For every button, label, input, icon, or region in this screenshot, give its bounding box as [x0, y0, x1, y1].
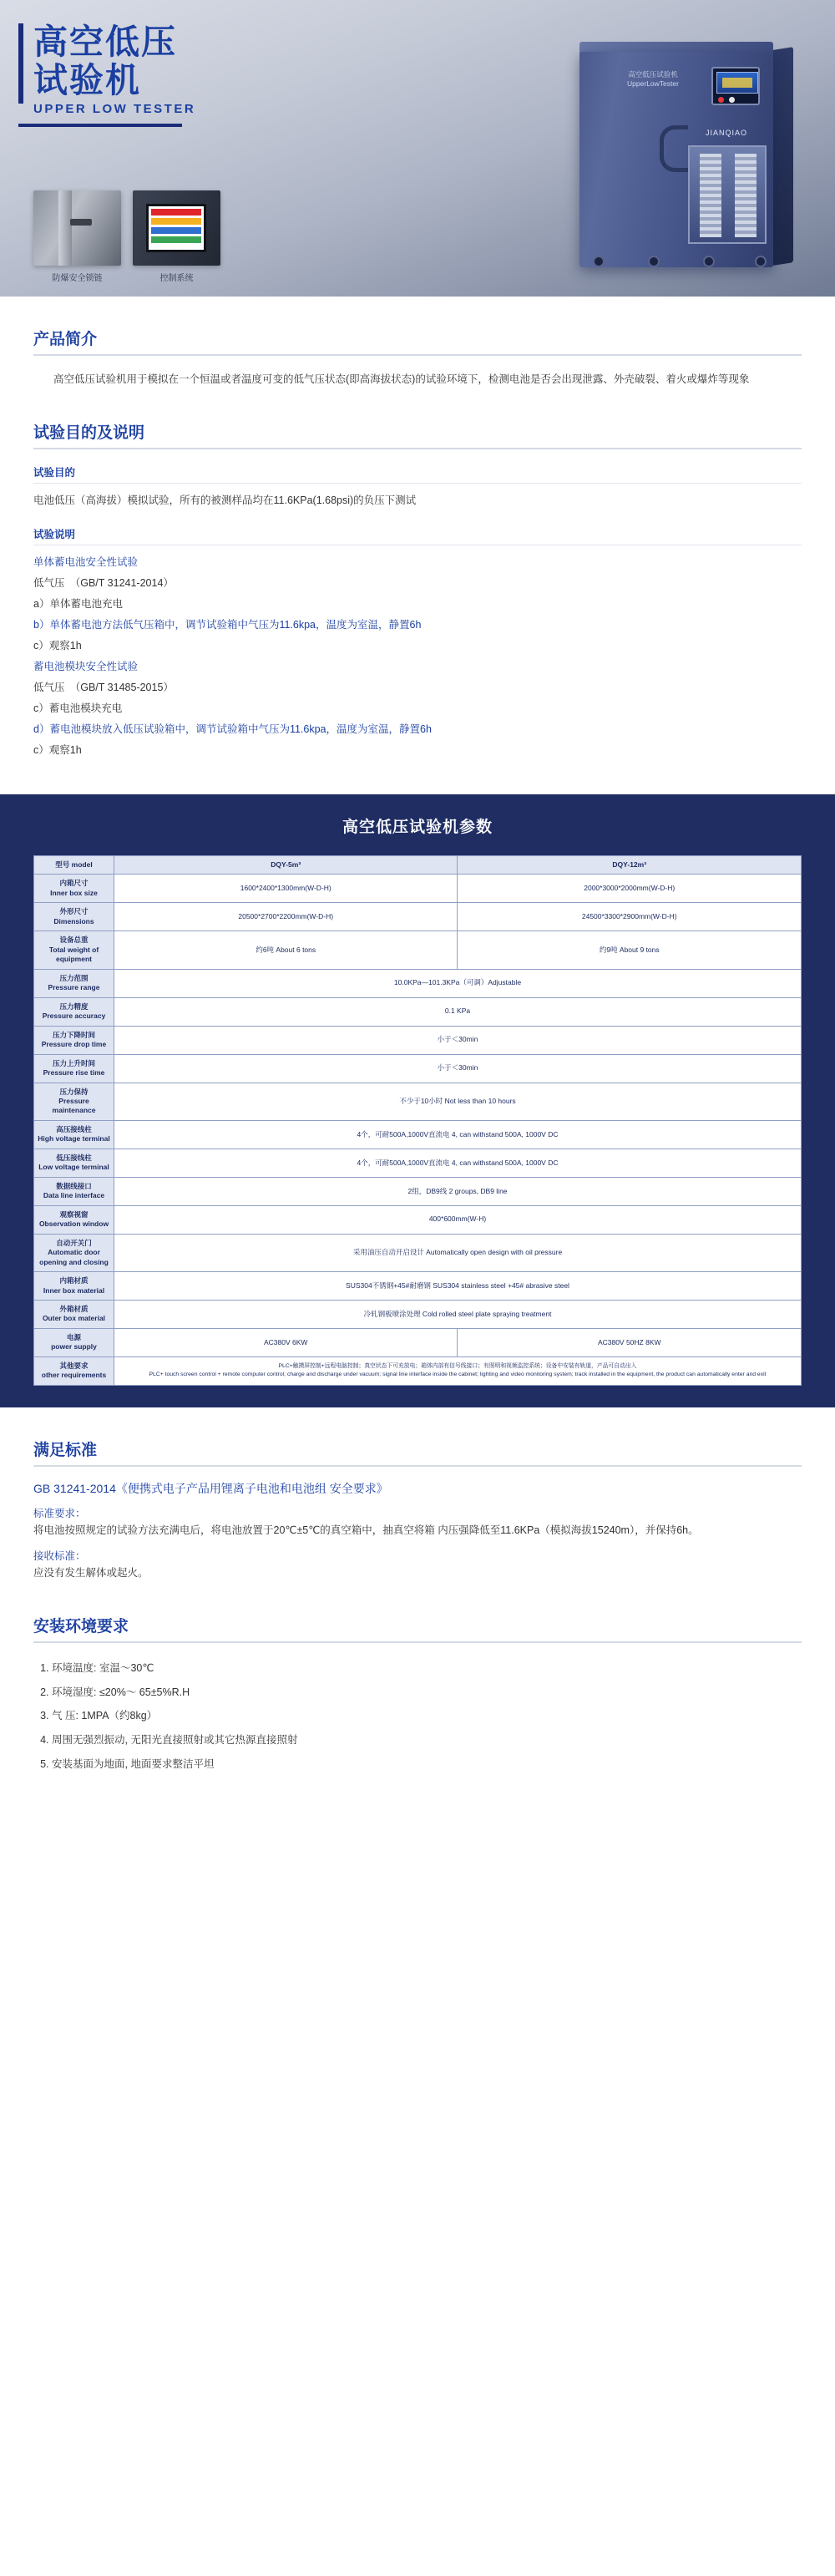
- hero-underline: [18, 124, 182, 127]
- standard-accept-body: 应没有发生解体或起火。: [33, 1566, 149, 1579]
- install-requirement-item: 5. 安装基面为地面, 地面要求整洁平坦: [52, 1752, 802, 1777]
- table-row: [34, 1149, 802, 1177]
- table-cell: 20500*2700*2200mm(W-D-H): [114, 903, 458, 931]
- purpose-item: c）观察1h: [33, 640, 82, 652]
- hero-accent-bar: [18, 23, 23, 104]
- standard-requirement-label: 标准要求：: [33, 1507, 86, 1519]
- section-intro: [0, 327, 835, 390]
- install-requirement-list: [33, 1656, 802, 1777]
- table-header-cell: DQY-5m³: [114, 856, 458, 875]
- table-row-label: 数据线接口 Data line interface: [34, 1177, 114, 1205]
- table-row: [34, 1026, 802, 1054]
- table-row: [34, 1054, 802, 1083]
- table-row-label: 其他要求 other requirements: [34, 1356, 114, 1385]
- purpose-item: c）观察1h: [33, 744, 82, 756]
- thumbnail-image-controller: [133, 190, 220, 266]
- thumbnail-caption: 防爆安全锁链: [52, 274, 103, 283]
- machine-wheel: [703, 256, 715, 267]
- purpose-sub-divider: [33, 483, 802, 484]
- purpose-item: b）单体蓄电池方法低气压箱中，调节试验箱中气压为11.6kpa，温度为室温，静置6h: [33, 619, 422, 631]
- table-cell: 400*600mm(W-H): [114, 1205, 802, 1234]
- purpose-desc-title: 试验说明: [33, 529, 76, 540]
- table-row: [34, 1177, 802, 1205]
- table-cell: 4个，可耐500A,1000V直流电 4, can withstand 500A, 1000V DC: [114, 1149, 802, 1177]
- table-cell: 4个，可耐500A,1000V直流电 4, can withstand 500A, 1000V DC: [114, 1120, 802, 1149]
- parameters-title: 高空低压试验机参数: [342, 819, 493, 836]
- machine-side: [773, 47, 793, 266]
- table-row-label: 压力精度 Pressure accuracy: [34, 997, 114, 1026]
- table-row-label: 设备总重 Total weight of equipment: [34, 931, 114, 969]
- hero-title-line1: 高空低压: [33, 23, 177, 61]
- hero-thumbnails: [33, 190, 220, 283]
- table-cell: 冷轧钢板喷涂处理 Cold rolled steel plate spraying treatment: [114, 1301, 802, 1329]
- thumbnail-item: [133, 190, 220, 283]
- thumbnail-image-lock: [33, 190, 121, 266]
- purpose-sub-body: 电池低压（高海拔）模拟试验，所有的被测样品均在11.6KPa(1.68psi)的负压下测试: [33, 494, 417, 506]
- machine-control-panel: [711, 67, 760, 105]
- purpose-item: c）蓄电池模块充电: [33, 702, 123, 714]
- table-cell: SUS304不锈钢+45#耐磨钢 SUS304 stainless steel +45# abrasive steel: [114, 1272, 802, 1301]
- table-row: [34, 997, 802, 1026]
- table-cell: 小于＜30min: [114, 1054, 802, 1083]
- machine-handle: [660, 125, 688, 172]
- table-row-label: 电源 power supply: [34, 1328, 114, 1356]
- table-row: [34, 931, 802, 969]
- intro-divider: [33, 354, 802, 356]
- purpose-item: d）蓄电池模块放入低压试验箱中，调节试验箱中气压为11.6kpa，温度为室温，静置6h: [33, 723, 432, 735]
- table-cell: 2组，DB9线 2 groups, DB9 line: [114, 1177, 802, 1205]
- controller-screen: [146, 204, 206, 252]
- parameters-table: [33, 855, 802, 1386]
- table-row: [34, 1328, 802, 1356]
- hero-subtitle: UPPER LOW TESTER: [33, 102, 196, 116]
- purpose-item: 低气压 （GB/T 31485-2015）: [33, 682, 174, 693]
- machine-label: 高空低压试验机 UpperLowTester: [627, 70, 679, 89]
- intro-body: 高空低压试验机用于模拟在一个恒温或者温度可变的低气压状态(即高海拔状态)的试验环境下，检测电池是否会出现泄露、外壳破裂、着火或爆炸等现象: [53, 373, 750, 385]
- purpose-item: 蓄电池模块安全性试验: [33, 661, 139, 672]
- table-row-label: 低压接线柱 Low voltage terminal: [34, 1149, 114, 1177]
- purpose-item: 单体蓄电池安全性试验: [33, 556, 139, 568]
- machine-buttons: [718, 97, 735, 103]
- table-row: [34, 1120, 802, 1149]
- table-row: [34, 969, 802, 997]
- table-cell: 2000*3000*2000mm(W-D-H): [458, 875, 802, 903]
- install-requirement-item: 2. 环境湿度: ≤20%～ 65±5%R.H: [52, 1681, 802, 1705]
- table-row-label: 压力保持 Pressure maintenance: [34, 1083, 114, 1120]
- purpose-item-list: [33, 552, 802, 761]
- machine-button-red: [718, 97, 724, 103]
- table-row-label: 自动开关门 Automatic door opening and closing: [34, 1234, 114, 1271]
- thumbnail-caption: 控制系统: [159, 274, 194, 283]
- table-row: [34, 1234, 802, 1271]
- install-title: 安装环境要求: [33, 1617, 129, 1635]
- machine-illustration: [561, 27, 812, 277]
- purpose-sub-title: 试验目的: [33, 467, 76, 479]
- section-standards: [0, 1438, 835, 1584]
- standard-name: GB 31241-2014《便携式电子产品用锂离子电池和电池组 安全要求》: [33, 1481, 388, 1495]
- table-row-label: 内箱尺寸 Inner box size: [34, 875, 114, 903]
- table-cell: 约9吨 About 9 tons: [458, 931, 802, 969]
- table-row: [34, 875, 802, 903]
- thumbnail-item: [33, 190, 121, 283]
- table-row-label: 内箱材质 Inner box material: [34, 1272, 114, 1301]
- install-divider: [33, 1641, 802, 1643]
- table-cell: AC380V 50HZ 8KW: [458, 1328, 802, 1356]
- hero-title: [33, 23, 177, 100]
- table-header-cell: DQY-12m³: [458, 856, 802, 875]
- section-purpose: [0, 420, 835, 761]
- machine-door-window: [688, 145, 767, 244]
- section-parameters: [0, 794, 835, 1407]
- purpose-item: 低气压 （GB/T 31241-2014）: [33, 577, 174, 589]
- table-header-cell: 型号 model: [34, 856, 114, 875]
- section-install: [0, 1614, 835, 1777]
- table-row: [34, 1301, 802, 1329]
- table-row: [34, 1356, 802, 1385]
- standard-accept-label: 接收标准：: [33, 1549, 86, 1562]
- table-row-label: 高压接线柱 High voltage terminal: [34, 1120, 114, 1149]
- table-row-label: 压力范围 Pressure range: [34, 969, 114, 997]
- table-cell: AC380V 6KW: [114, 1328, 458, 1356]
- install-requirement-item: 3. 气 压: 1MPA（约8kg）: [52, 1704, 802, 1728]
- table-row: [34, 856, 802, 875]
- table-cell: 采用油压自动开启设计 Automatically open design with oil pressure: [114, 1234, 802, 1271]
- install-requirement-item: 1. 环境温度: 室温～30℃: [52, 1656, 802, 1681]
- table-cell: 24500*3300*2900mm(W-D-H): [458, 903, 802, 931]
- table-cell: 1600*2400*1300mm(W-D-H): [114, 875, 458, 903]
- table-row-label: 外箱材质 Outer box material: [34, 1301, 114, 1329]
- machine-wheel: [593, 256, 605, 267]
- table-row-label: 压力上升时间 Pressure rise time: [34, 1054, 114, 1083]
- table-row: [34, 1205, 802, 1234]
- hero-banner: [0, 0, 835, 297]
- standards-divider: [33, 1465, 802, 1467]
- machine-button-white: [729, 97, 735, 103]
- machine-wheel: [755, 256, 767, 267]
- table-cell: 不少于10小时 Not less than 10 hours: [114, 1083, 802, 1120]
- standards-title: 满足标准: [33, 1441, 98, 1459]
- table-cell: 10.0KPa—101.3KPa（可调）Adjustable: [114, 969, 802, 997]
- table-cell: 0.1 KPa: [114, 997, 802, 1026]
- purpose-divider: [33, 448, 802, 449]
- machine-brand: JIANQIAO: [705, 129, 747, 137]
- table-row: [34, 1083, 802, 1120]
- table-row-label: 外形尺寸 Dimensions: [34, 903, 114, 931]
- purpose-title: 试验目的及说明: [33, 424, 145, 442]
- standard-requirement-body: 将电池按照规定的试验方法充满电后，将电池放置于20℃±5℃的真空箱中，抽真空将箱 内压强降低至11.6KPa（模拟海拔15240m），并保持6h。: [33, 1524, 699, 1536]
- intro-title: 产品简介: [33, 331, 98, 348]
- table-cell: 约6吨 About 6 tons: [114, 931, 458, 969]
- hero-title-line2: 试验机: [33, 60, 141, 99]
- table-cell: PLC+触摸屏控制+远程电脑控制；真空状态下可充放电；箱体内部有信号线接口；有照明和视频监控系统；设备中安装有轨道，产品可自动出入 PLC+ touch screen control + remote computer control; charge and discharge under vacuum; signal line interface inside the cabinet; lighting and video monitoring system; track installed in the equipment, the product can automatically enter and exit: [114, 1356, 802, 1385]
- table-row: [34, 1272, 802, 1301]
- table-cell: 小于＜30min: [114, 1026, 802, 1054]
- install-requirement-item: 4. 周围无强烈振动, 无阳光直接照射或其它热源直接照射: [52, 1728, 802, 1752]
- table-row: [34, 903, 802, 931]
- purpose-item: a）单体蓄电池充电: [33, 598, 123, 610]
- table-row-label: 压力下降时间 Pressure drop time: [34, 1026, 114, 1054]
- table-row-label: 观察视窗 Observation window: [34, 1205, 114, 1234]
- machine-wheel: [648, 256, 660, 267]
- machine-screen: [716, 72, 758, 94]
